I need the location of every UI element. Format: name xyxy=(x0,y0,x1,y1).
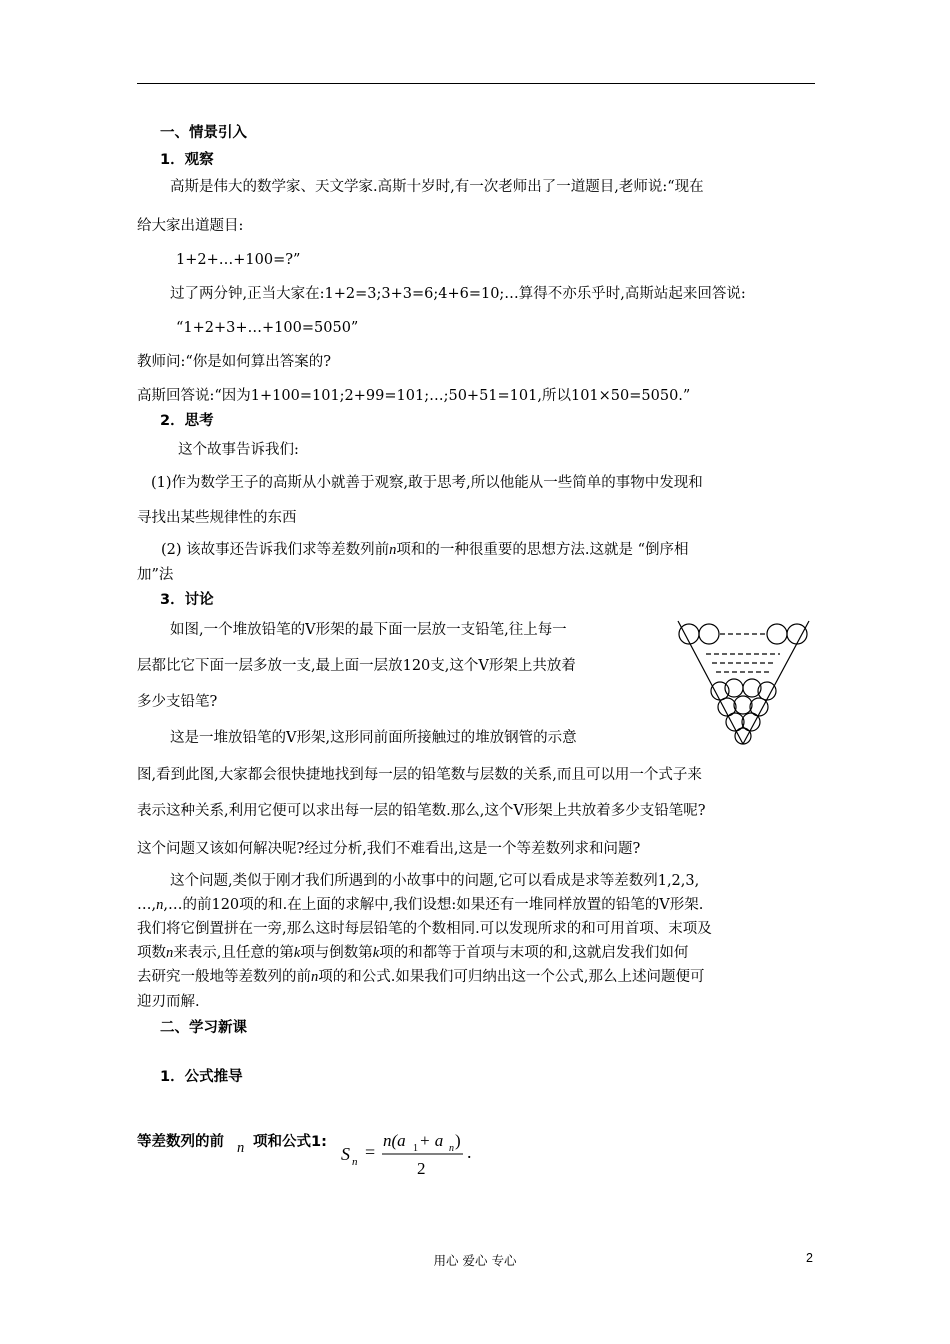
paragraph-line: 迎刃而解. xyxy=(137,994,200,1010)
text-run: 来表示,且任意的第 xyxy=(173,945,294,961)
math-var: n xyxy=(237,1140,245,1156)
text-run: …, xyxy=(137,897,157,913)
math-var: n xyxy=(389,542,397,558)
paragraph-line: 给大家出道题目: xyxy=(137,218,244,234)
paragraph-line: 表示这种关系,利用它便可以求出每一层的铅笔数.那么,这个V形架上共放着多少支铅笔呢? xyxy=(137,803,706,819)
pencil-circle xyxy=(767,624,787,644)
formula-num-sub1: 1 xyxy=(413,1143,418,1154)
paragraph-line: 我们将它倒置拼在一旁,那么这时每层铅笔的个数相同.可以发现所求的和可用首项、末项及 xyxy=(137,921,712,937)
math-var: n xyxy=(311,969,319,985)
section-2-title: 二、学习新课 xyxy=(160,1020,247,1036)
math-var: k xyxy=(293,945,301,961)
paragraph-line: (1)作为数学王子的高斯从小就善于观察,敢于思考,所以他能从一些简单的事物中发现和 xyxy=(151,475,703,491)
subsection-discuss: 3．讨论 xyxy=(160,592,214,608)
paragraph-line: 高斯是伟大的数学家、天文学家.高斯十岁时,有一次老师出了一道题目,老师说:“现在 xyxy=(170,179,704,195)
paragraph-line: 高斯回答说:“因为1+100=101;2+99=101;…;50+51=101,所以101×50=5050.” xyxy=(137,388,691,404)
paragraph-line: 1+2+…+100=?” xyxy=(176,252,301,268)
paragraph-line: 这个问题又该如何解决呢?经过分析,我们不难看出,这是一个等差数列求和问题? xyxy=(137,841,641,857)
paragraph-line: “1+2+3+…+100=5050” xyxy=(176,320,359,336)
text-run: 项和的一种很重要的思想方法.这就是 “倒序相 xyxy=(396,542,689,558)
footer-motto: 用心 爱心 专心 xyxy=(433,1253,517,1268)
paragraph-line: 多少支铅笔? xyxy=(137,694,218,710)
formula-lhs-sub: n xyxy=(352,1156,358,1168)
math-var: n xyxy=(156,897,164,913)
text-run: 项的和都等于首项与末项的和,这就启发我们如何 xyxy=(379,945,689,961)
paragraph-line: 如图,一个堆放铅笔的V形架的最下面一层放一支铅笔,往上每一 xyxy=(170,622,567,638)
paragraph-line: 层都比它下面一层多放一支,最上面一层放120支,这个V形架上共放着 xyxy=(137,658,576,674)
formula-denominator: 2 xyxy=(417,1159,426,1178)
pencil-circle xyxy=(711,682,729,700)
math-var: k xyxy=(372,945,380,961)
v-rack-figure xyxy=(676,616,811,748)
formula-label: 等差数列的前 xyxy=(137,1134,224,1150)
formula-num-sub2: n xyxy=(449,1143,454,1154)
paragraph-line xyxy=(137,943,688,963)
pencil-circle xyxy=(735,728,751,744)
paragraph-line xyxy=(137,967,704,987)
paragraph-line: 图,看到此图,大家都会很快捷地找到每一层的铅笔数与层数的关系,而且可以用一个式子来 xyxy=(137,767,702,783)
paragraph-line: 教师问:“你是如何算出答案的? xyxy=(137,354,332,370)
rack-right-edge xyxy=(743,621,809,744)
paragraph-line: 这个故事告诉我们: xyxy=(178,442,299,458)
formula-numerator: n(a xyxy=(383,1131,406,1150)
pencil-circle xyxy=(787,624,807,644)
pencil-circle xyxy=(725,679,743,697)
page-number: 2 xyxy=(806,1251,813,1265)
text-run: 项的和公式.如果我们可归纳出这一个公式,那么上述问题便可 xyxy=(318,969,705,985)
math-var: n xyxy=(166,945,174,961)
formula-label-tail: 项和公式1: xyxy=(253,1134,327,1150)
formula-period: . xyxy=(467,1142,472,1162)
subsection-derivation: 1．公式推导 xyxy=(160,1069,243,1085)
header-rule xyxy=(137,83,815,84)
paragraph-line: 加”法 xyxy=(137,567,174,583)
subsection-observe: 1．观察 xyxy=(160,152,214,168)
paragraph-line: 寻找出某些规律性的东西 xyxy=(137,510,297,526)
formula-equals: = xyxy=(365,1142,376,1162)
paragraph-line xyxy=(137,895,703,915)
paragraph-line: 过了两分钟,正当大家在:1+2=3;3+3=6;4+6=10;…算得不亦乐乎时,高斯站起来回答说: xyxy=(170,286,746,302)
text-run: ,…的前120项的和.在上面的求解中,我们设想:如果还有一堆同样放置的铅笔的V形架. xyxy=(163,897,704,913)
subsection-think: 2．思考 xyxy=(160,413,214,429)
formula-fraction xyxy=(337,1124,477,1184)
section-1-title: 一、情景引入 xyxy=(160,125,247,141)
formula-num-plus: + a xyxy=(419,1131,444,1150)
formula-lhs: S xyxy=(341,1144,350,1164)
pencil-circle xyxy=(734,696,752,714)
text-run: 项与倒数第 xyxy=(300,945,373,961)
text-run: 去研究一般地等差数列的前 xyxy=(137,969,311,985)
rack-left-edge xyxy=(678,621,743,744)
pencil-circle xyxy=(699,624,719,644)
paragraph-line: 这个问题,类似于刚才我们所遇到的小故事中的问题,它可以看成是求等差数列1,2,3, xyxy=(170,873,700,889)
formula-num-close: ) xyxy=(455,1131,461,1150)
paragraph-line xyxy=(161,540,689,560)
text-run: 项数 xyxy=(137,945,166,961)
paragraph-line: 这是一堆放铅笔的V形架,这形同前面所接触过的堆放钢管的示意 xyxy=(170,730,577,746)
text-run: (2) 该故事还告诉我们求等差数列前 xyxy=(161,542,390,558)
